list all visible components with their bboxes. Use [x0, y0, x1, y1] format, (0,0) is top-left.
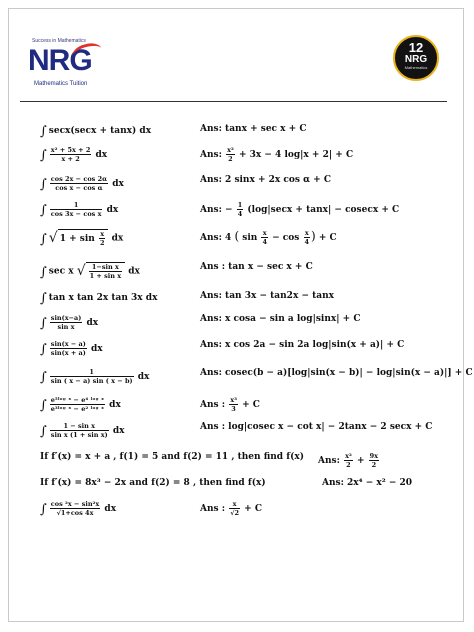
- question: ∫ $\frac{\text{cos ²x − sin²x}}{√1+\cos 4x}$ dx: [40, 500, 117, 517]
- answer: Ans : log|cosec x − cot x| − 2tanx − 2 secx + C: [200, 422, 433, 432]
- question: ∫ √ 1 + sin $\frac{x}{2}$ dx: [40, 230, 124, 247]
- question: ∫ $\frac{\sin(x - a)}{\sin(x + a)}$ dx: [40, 340, 103, 357]
- answer: Ans: tanx + sec x + C: [200, 124, 307, 134]
- answer: Ans: 2 sinx + 2x cos α + C: [200, 175, 331, 185]
- answer: Ans: x cosa − sin a log|sinx| + C: [200, 314, 361, 324]
- badge-subtitle: Mathematics: [404, 65, 428, 70]
- question: ∫ $\frac{\text{e⁵ˡᵒᵍ ˣ − e⁴ ˡᵒᵍ ˣ}}{\text{e³ˡᵒᵍ ˣ − e² ˡᵒᵍ ˣ}}$ dx: [40, 396, 121, 413]
- answer: Ans: 4 ( sin $\frac{x}{4}$ − cos $\frac{x}{4}$ ) + C: [200, 229, 337, 246]
- question: ∫ $\frac{\text{1 − sin x}}{\text{sin x (1 + sin x)}}$ dx: [40, 422, 125, 439]
- answer: Ans : $\frac{x}{√2}$ + C: [200, 500, 262, 517]
- question: If f′(x) = x + a , f(1) = 5 and f(2) = 11 , then find f(x): [40, 452, 304, 462]
- answer: Ans: − $\frac{1}{4}$ (log|secx + tanx| − cosecx + C: [200, 201, 400, 218]
- question: ∫ $\frac{\text{x² + 5x + 2}}{x + 2}$ dx: [40, 146, 108, 163]
- answer: Ans: 2x⁴ − x² − 20: [322, 478, 413, 488]
- answer: Ans: cosec(b − a)[log|sin(x − b)| − log|sin(x − a)|] + C: [200, 368, 473, 378]
- question: ∫ tan x tan 2x tan 3x dx: [40, 291, 158, 306]
- header-divider: [20, 101, 447, 102]
- answer: Ans: $\frac{\text{x²}}{2}$ + $\frac{9x}{2}$: [318, 452, 379, 469]
- logo-tagline: Success in Mathematics: [32, 38, 86, 44]
- badge-number: 12: [408, 40, 424, 55]
- logo-subtitle: Mathematics Tuition: [34, 81, 88, 87]
- answer: Ans: x cos 2a − sin 2a log|sin(x + a)| + C: [200, 340, 405, 350]
- answer: Ans: $\frac{\text{x²}}{2}$ + 3x − 4 log|x + 2| + C: [200, 146, 354, 163]
- question: ∫ sec x √ $\frac{\text{1−sin x}}{\text{1 + sin x}}$ dx: [40, 263, 140, 280]
- question: ∫ $\frac{\cos 2x - \cos 2\alpha}{\text{cos x − cos α}}$ dx: [40, 175, 124, 192]
- question: ∫ $\frac{1}{\sin ( x - a) \sin ( x - b)}$ dx: [40, 368, 150, 385]
- answer: Ans : $\frac{\text{x³}}{3}$ + C: [200, 396, 260, 413]
- nrg-logo: [28, 38, 100, 90]
- answer: Ans: tan 3x − tan2x − tanx: [200, 291, 335, 301]
- question: If f′(x) = 8x³ − 2x and f(2) = 8 , then find f(x): [40, 478, 266, 488]
- logo-letters: NRG: [28, 44, 92, 77]
- badge-text: NRG: [404, 54, 428, 65]
- question: ∫ $\frac{1}{\text{cos 3x − cos x}}$ dx: [40, 201, 119, 218]
- class-12-badge: [393, 35, 439, 81]
- question: ∫ secx(secx + tanx) dx: [40, 124, 152, 139]
- answer: Ans : tan x − sec x + C: [200, 262, 313, 272]
- question: ∫ $\frac{\sin(x-a)}{\text{sin x}}$ dx: [40, 314, 99, 331]
